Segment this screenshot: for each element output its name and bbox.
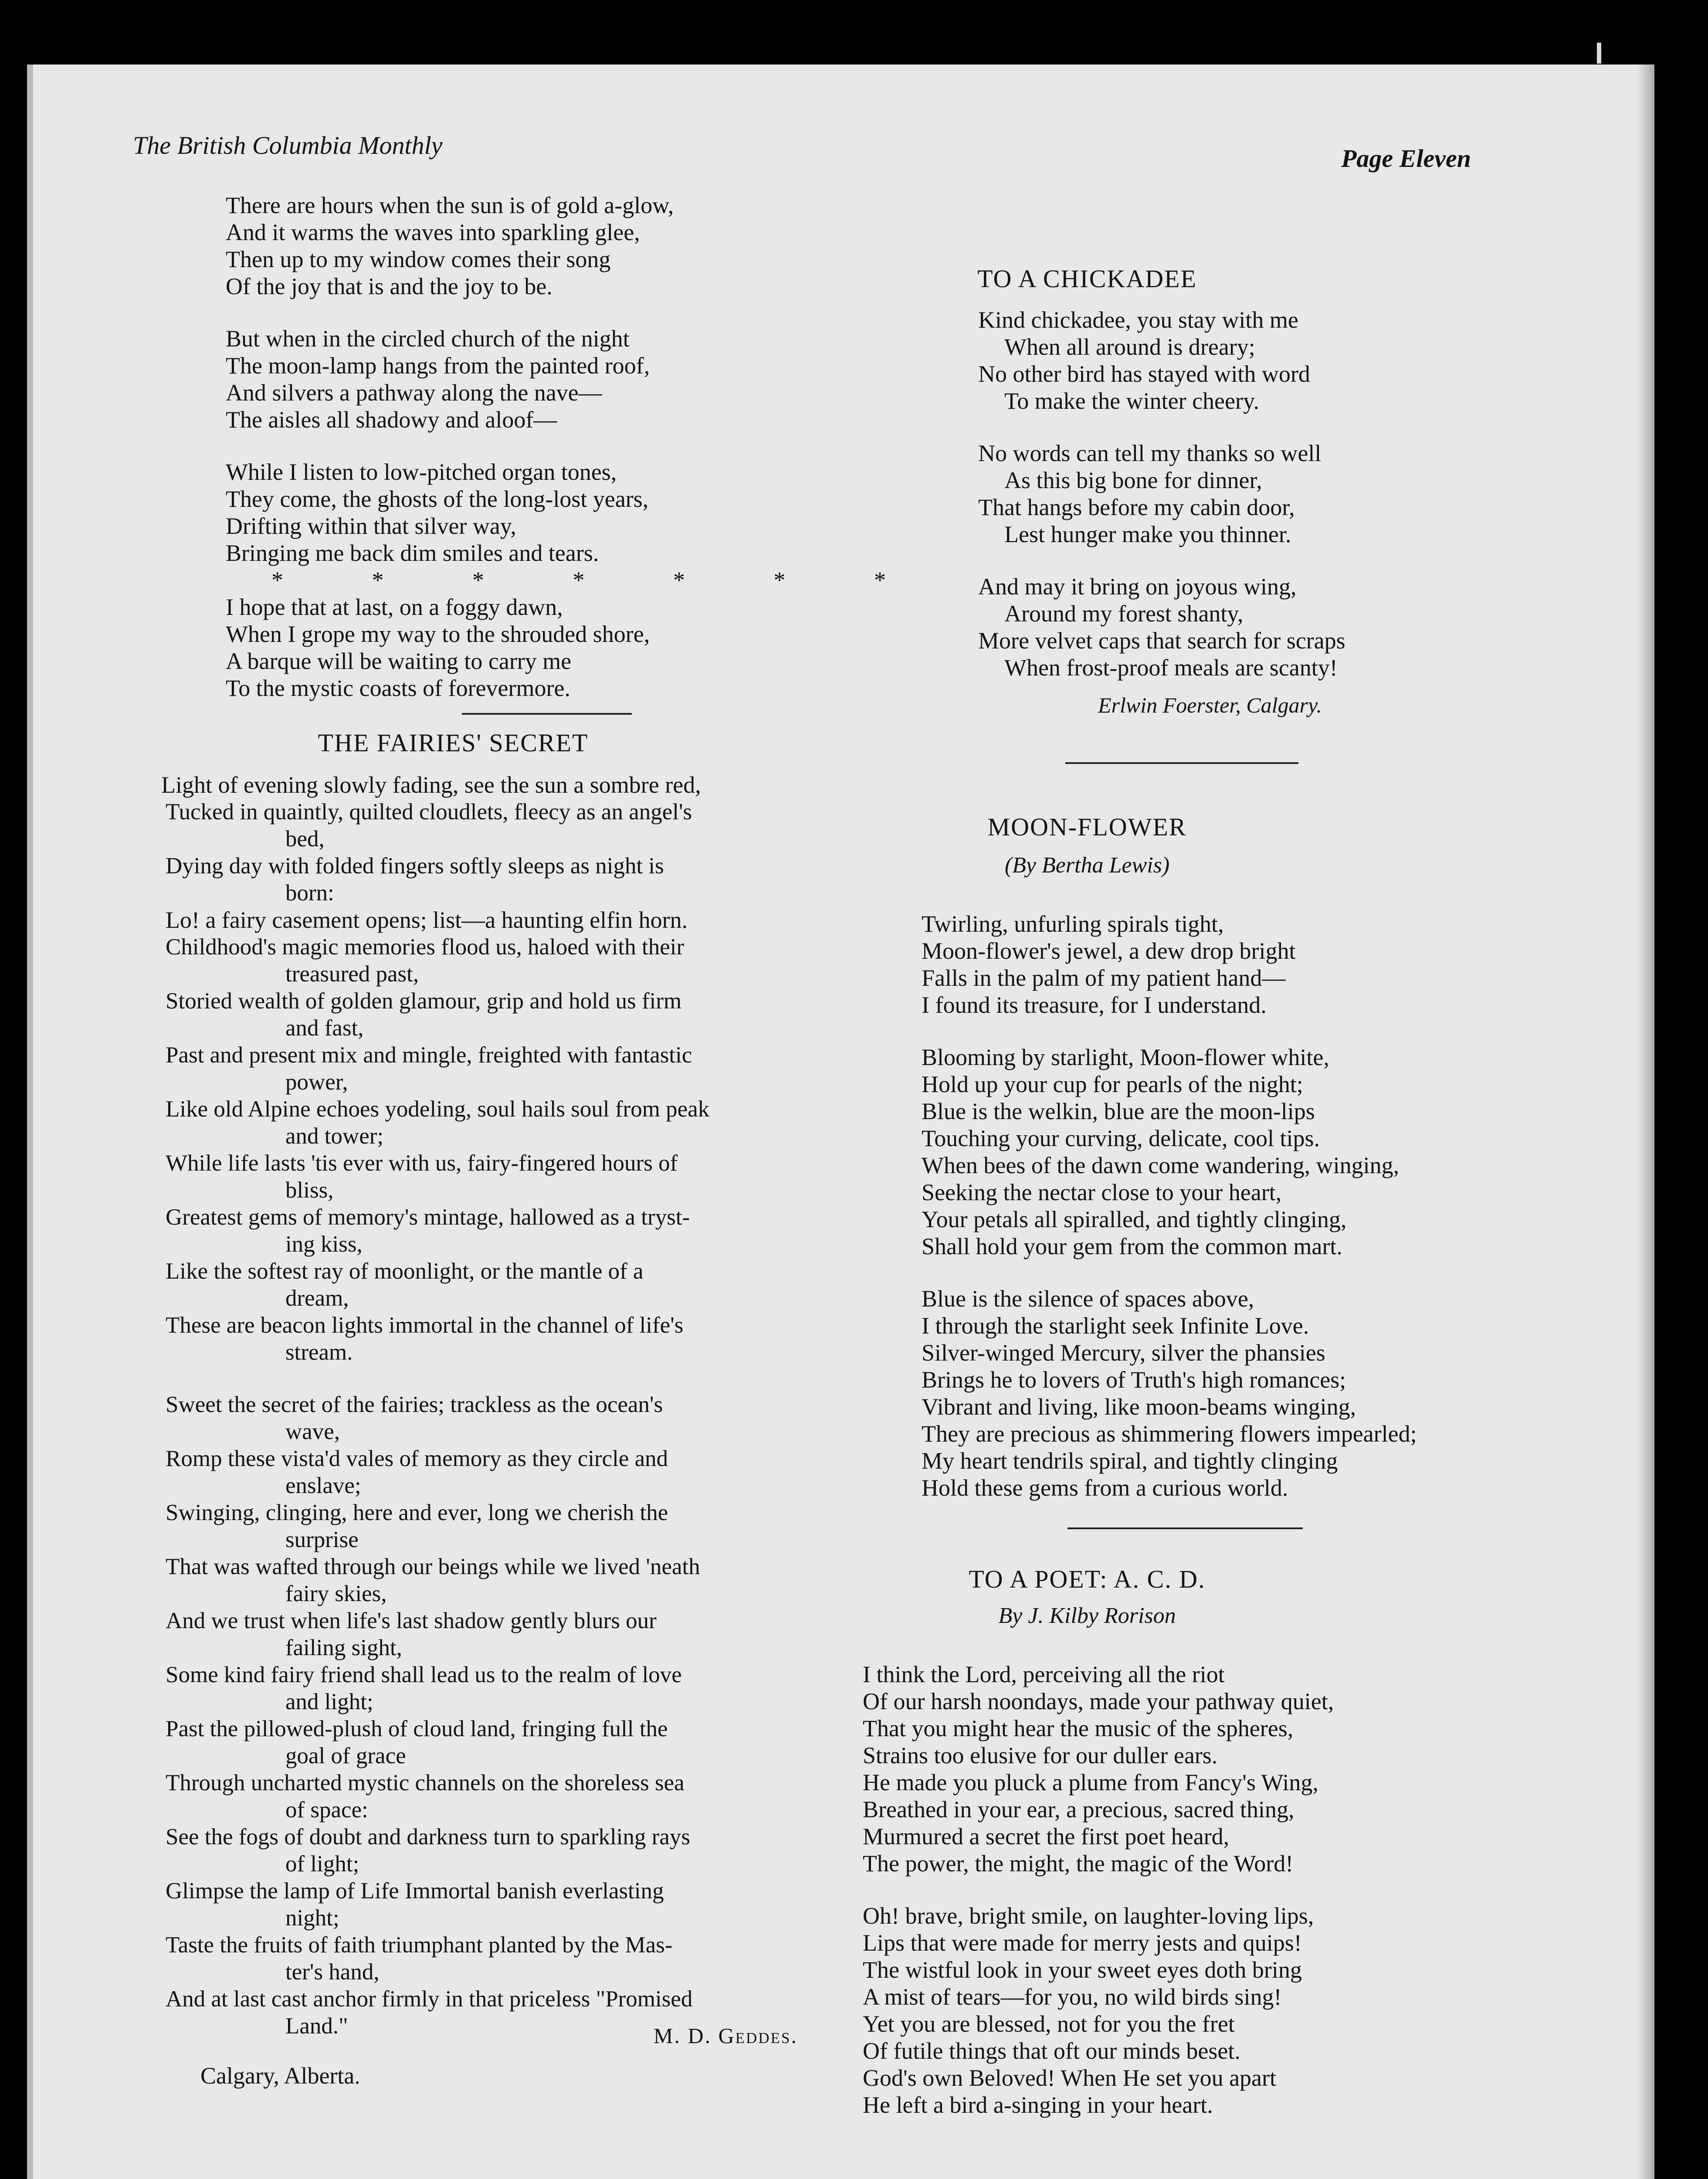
verse-line: Of our harsh noondays, made your pathway quiet, (863, 1688, 1334, 1714)
verse-line (166, 1607, 800, 1634)
stanza (166, 1391, 800, 2040)
verse-line (166, 1258, 800, 1285)
verse-line: To the mystic coasts of forevermore. (226, 675, 570, 701)
verse-line: Brings he to lovers of Truth's high romances; (922, 1367, 1346, 1393)
verse-line: When frost-proof meals are scanty! (1004, 655, 1338, 681)
verse-line: Of the joy that is and the joy to be. (226, 273, 552, 299)
stanza (226, 458, 837, 567)
verse-line: Lest hunger make you thinner. (1004, 521, 1291, 547)
verse-line: The aisles all shadowy and aloof— (226, 407, 557, 433)
verse-continuation: of space: (285, 1797, 368, 1823)
verse-line: Hold these gems from a curious world. (922, 1475, 1288, 1501)
verse-line (166, 1499, 800, 1526)
verse-line: When I grope my way to the shrouded shore, (226, 621, 650, 647)
verse-line: Twirling, unfurling spirals tight, (922, 911, 1224, 937)
left-column (131, 192, 927, 2089)
verse-text: While life lasts 'tis ever with us, fairy-fingered hours of (166, 1151, 678, 1176)
section-break-stars: * * * * * * * (271, 567, 927, 593)
poem-to-a-poet (832, 1661, 1586, 2118)
verse-line: Vibrant and living, like moon-beams winging, (922, 1394, 1356, 1420)
verse-line: To make the winter cheery. (1004, 388, 1259, 414)
verse-line: Shall hold your gem from the common mart. (922, 1233, 1342, 1259)
stanza (226, 192, 837, 300)
stanza (922, 910, 1586, 1018)
verse-line (166, 1445, 800, 1472)
verse-continuation: ter's hand, (285, 1959, 380, 1985)
poem-fairies-secret (161, 771, 800, 2089)
poem-chickadee (832, 306, 1586, 719)
verse-line (166, 1877, 800, 1904)
verse-line: God's own Beloved! When He set you apart (863, 2065, 1277, 2091)
verse-line: Lips that were made for merry jests and quips! (863, 1930, 1302, 1956)
verse-line (166, 988, 800, 1015)
verse-line: The wistful look in your sweet eyes doth bring (863, 1957, 1302, 1983)
stanza (922, 1285, 1586, 1501)
verse-line (166, 1986, 800, 2013)
verse-line: As this big bone for dinner, (1004, 467, 1262, 493)
verse-line (166, 1204, 800, 1231)
poem-title: THE FAIRIES' SECRET (318, 729, 589, 757)
verse-line (166, 1553, 800, 1580)
verse-line: More velvet caps that search for scraps (978, 628, 1345, 654)
divider (462, 713, 632, 715)
divider (1065, 762, 1298, 764)
verse-text: Past and present mix and mingle, freighted with fantastic (166, 1042, 692, 1068)
verse-line: Drifting within that silver way, (226, 513, 516, 539)
verse-line (166, 1150, 800, 1177)
verse-line: I hope that at last, on a foggy dawn, (226, 594, 563, 620)
verse-line: Strains too elusive for our duller ears. (863, 1742, 1218, 1768)
verse-text: See the fogs of doubt and darkness turn to sparkling rays (166, 1824, 691, 1850)
verse-line: Seeking the nectar close to your heart, (922, 1179, 1282, 1205)
verse-line (166, 1096, 800, 1123)
verse-line (166, 1769, 800, 1796)
verse-line: Moon-flower's jewel, a dew drop bright (922, 938, 1296, 964)
verse-line: The moon-lamp hangs from the painted roof, (226, 353, 650, 379)
verse-line: Yet you are blessed, not for you the fret (863, 2011, 1235, 2037)
page-gutter-shadow (27, 64, 33, 2179)
verse-line: Touching your curving, delicate, cool tips. (922, 1125, 1320, 1151)
verse-line: I think the Lord, perceiving all the riot (863, 1661, 1225, 1687)
verse-line: While I listen to low-pitched organ tones, (226, 459, 617, 485)
verse-continuation: fairy skies, (285, 1581, 387, 1606)
verse-line: Then up to my window comes their song (226, 246, 611, 272)
verse-line: They come, the ghosts of the long-lost years, (226, 486, 649, 512)
verse-line (166, 1042, 800, 1069)
verse-continuation: stream. (285, 1340, 353, 1365)
verse-text: These are beacon lights immortal in the channel of life's (166, 1313, 684, 1338)
poem-byline: By J. Kilby Rorison (998, 1603, 1176, 1628)
stanza (226, 594, 837, 702)
verse-continuation: bliss, (285, 1178, 334, 1203)
verse-continuation: surprise (285, 1527, 359, 1552)
poem-author: Erlwin Foerster, Calgary. (1098, 693, 1322, 717)
stanza (226, 325, 837, 433)
verse-line: The power, the might, the magic of the Word! (863, 1850, 1294, 1877)
verse-continuation: Land." (285, 2013, 348, 2039)
verse-text: Childhood's magic memories flood us, haloed with their (166, 934, 685, 960)
verse-line: When all around is dreary; (1004, 334, 1255, 360)
verse-text: Storied wealth of golden glamour, grip and hold us firm (166, 988, 682, 1014)
verse-text: Some kind fairy friend shall lead us to the realm of love (166, 1662, 682, 1687)
stanza (922, 1044, 1586, 1260)
verse-line: Murmured a secret the first poet heard, (863, 1823, 1230, 1850)
page-edge-shadow (1637, 64, 1654, 2179)
divider (1068, 1527, 1303, 1529)
verse-text: And at last cast anchor firmly in that priceless "Promised (166, 1986, 693, 2012)
verse-text: And we trust when life's last shadow gently blurs our (166, 1608, 657, 1633)
verse-line (166, 1312, 800, 1339)
verse-text: Like old Alpine echoes yodeling, soul hails soul from peak (166, 1096, 710, 1122)
verse-line (166, 1715, 800, 1742)
verse-continuation: night; (285, 1905, 339, 1931)
verse-line: And may it bring on joyous wing, (978, 574, 1297, 600)
verse-line: Falls in the palm of my patient hand— (922, 965, 1286, 991)
verse-text: Like the softest ray of moonlight, or the mantle of a (166, 1259, 644, 1284)
stanza (978, 440, 1586, 548)
verse-continuation: treasured past, (285, 961, 419, 987)
verse-line: But when in the circled church of the night (226, 326, 630, 352)
verse-line (166, 1391, 800, 1418)
stanza (863, 1902, 1586, 2118)
verse-line: Of futile things that oft our minds beset. (863, 2038, 1240, 2064)
verse-line (166, 798, 800, 825)
stanza (978, 573, 1586, 681)
verse-line: Your petals all spiralled, and tightly clinging, (922, 1206, 1347, 1232)
verse-line: Around my forest shanty, (1004, 601, 1244, 627)
verse-text: Glimpse the lamp of Life Immortal banish everlasting (166, 1878, 664, 1904)
right-column (832, 192, 1586, 2144)
poem-moon-flower (832, 910, 1586, 1501)
verse-line: When bees of the dawn come wandering, winging, (922, 1152, 1400, 1178)
verse-line: There are hours when the sun is of gold a-glow, (226, 192, 674, 218)
verse-text: Through uncharted mystic channels on the shoreless sea (166, 1770, 685, 1795)
poem-sun-moon (131, 192, 927, 702)
verse-continuation: bed, (285, 826, 325, 852)
verse-continuation: goal of grace (285, 1743, 406, 1768)
verse-line (166, 1661, 800, 1688)
poem-byline: (By Bertha Lewis) (1004, 853, 1170, 878)
verse-text: Romp these vista'd vales of memory as they circle and (166, 1446, 668, 1471)
verse-text: Dying day with folded fingers softly sleeps as night is (166, 853, 664, 879)
poem-title: TO A POET: A. C. D. (969, 1565, 1206, 1593)
verse-continuation: failing sight, (285, 1635, 402, 1660)
verse-text: Taste the fruits of faith triumphant planted by the Mas- (166, 1932, 673, 1958)
verse-line: No other bird has stayed with word (978, 361, 1310, 387)
poem-author: M. D. Geddes. (654, 2023, 798, 2048)
verse-continuation: wave, (285, 1419, 340, 1444)
verse-line: And it warms the waves into sparkling glee, (226, 219, 640, 245)
verse-continuation: of light; (285, 1851, 359, 1877)
verse-line: Silver-winged Mercury, silver the phansies (922, 1340, 1325, 1366)
verse-line: And silvers a pathway along the nave— (226, 380, 602, 406)
verse-text: Greatest gems of memory's mintage, hallowed as a tryst- (166, 1205, 690, 1230)
verse-line: No words can tell my thanks so well (978, 440, 1322, 466)
poem-title: MOON-FLOWER (987, 813, 1187, 841)
verse-continuation: and fast, (285, 1015, 364, 1041)
verse-continuation: and light; (285, 1689, 373, 1714)
verse-line: I through the starlight seek Infinite Love. (922, 1313, 1309, 1339)
verse-line: Bringing me back dim smiles and tears. (226, 540, 599, 566)
verse-text: That was wafted through our beings while we lived 'neath (166, 1554, 700, 1579)
stanza (978, 306, 1586, 414)
verse-text: Sweet the secret of the fairies; trackless as the ocean's (166, 1392, 663, 1417)
verse-line: Lo! a fairy casement opens; list—a haunting elfin horn. (166, 907, 688, 933)
journal-title: The British Columbia Monthly (133, 131, 443, 160)
verse-line: A mist of tears—for you, no wild birds sing! (863, 1984, 1282, 2010)
verse-line (166, 1823, 800, 1850)
verse-continuation: born: (285, 880, 334, 906)
verse-continuation: and tower; (285, 1123, 384, 1149)
verse-line: They are precious as shimmering flowers impearled; (922, 1421, 1417, 1447)
verse-line: That hangs before my cabin door, (978, 494, 1295, 520)
verse-line: Kind chickadee, you stay with me (978, 307, 1298, 333)
verse-line: A barque will be waiting to carry me (226, 648, 572, 674)
stanza (161, 771, 800, 1366)
verse-line (166, 1931, 800, 1958)
verse-continuation: ing kiss, (285, 1232, 363, 1257)
poem-place: Calgary, Alberta. (200, 2063, 360, 2089)
verse-line: Blue is the silence of spaces above, (922, 1286, 1254, 1312)
verse-line (166, 852, 800, 879)
verse-continuation: enslave; (285, 1473, 361, 1498)
verse-line: Hold up your cup for pearls of the night; (922, 1071, 1303, 1097)
scan-mark (1597, 43, 1601, 64)
verse-line: Blooming by starlight, Moon-flower white, (922, 1044, 1329, 1070)
verse-line: He made you pluck a plume from Fancy's Wing, (863, 1769, 1318, 1795)
verse-text: Tucked in quaintly, quilted cloudlets, fleecy as an angel's (166, 799, 692, 825)
verse-text: Past the pillowed-plush of cloud land, fringing full the (166, 1716, 668, 1741)
verse-line: Oh! brave, bright smile, on laughter-loving lips, (863, 1903, 1314, 1929)
verse-text: Swinging, clinging, here and ever, long we cherish the (166, 1500, 668, 1525)
verse-line: Breathed in your ear, a precious, sacred thing, (863, 1796, 1295, 1823)
poem-title: TO A CHICKADEE (977, 265, 1197, 293)
verse-line: My heart tendrils spiral, and tightly clinging (922, 1448, 1338, 1474)
verse-line: I found its treasure, for I understand. (922, 992, 1267, 1018)
verse-continuation: power, (285, 1069, 348, 1095)
page-number: Page Eleven (1341, 144, 1471, 173)
stanza (863, 1661, 1586, 1877)
verse-line (166, 933, 800, 961)
verse-line: He left a bird a-singing in your heart. (863, 2092, 1213, 2118)
verse-line: Blue is the welkin, blue are the moon-lips (922, 1098, 1315, 1124)
verse-line: Light of evening slowly fading, see the sun a sombre red, (161, 772, 701, 798)
verse-continuation: dream, (285, 1286, 349, 1311)
verse-line: That you might hear the music of the spheres, (863, 1715, 1294, 1741)
